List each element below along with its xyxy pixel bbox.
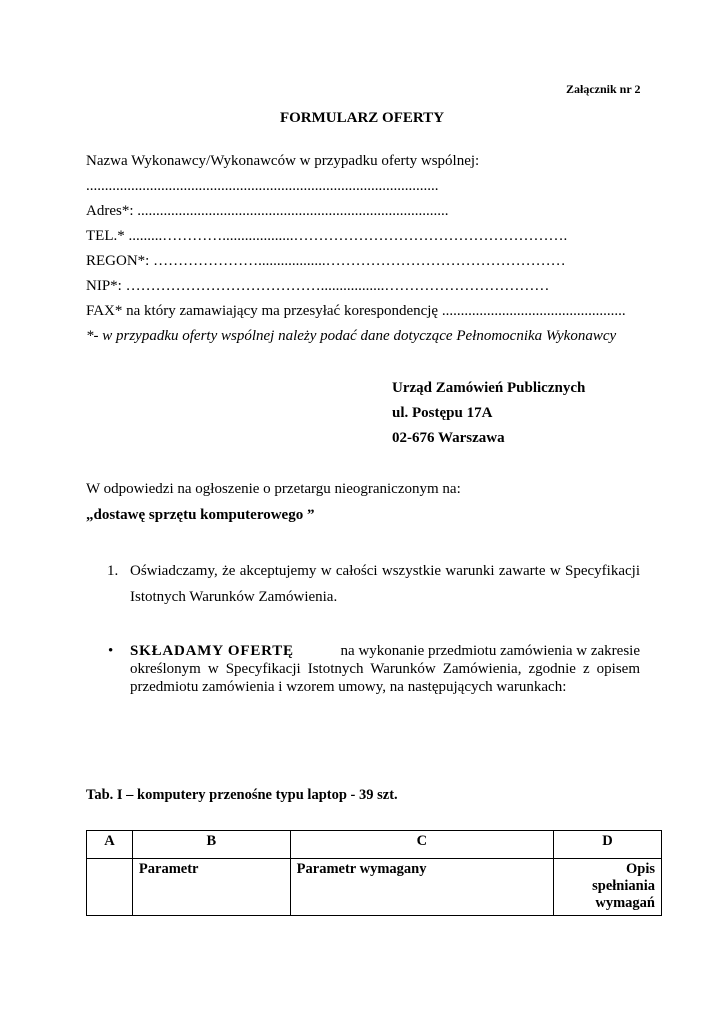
declaration-line-1: Oświadczamy, że akceptujemy w całości wszystkie warunki zawarte w Specyfikacji: [130, 563, 640, 579]
recipient-street: ul. Postępu 17A: [392, 405, 493, 421]
declaration-number: 1.: [107, 563, 119, 579]
col-header-a: [87, 859, 133, 916]
offer-bullet: •: [108, 643, 114, 659]
page-title: FORMULARZ OFERTY: [279, 110, 445, 126]
tender-intro: W odpowiedzi na ogłoszenie o przetargu nieograniczonym na:: [86, 481, 461, 497]
table-header-row: [87, 859, 662, 916]
col-letter-b: B: [132, 831, 290, 859]
spec-table: [86, 830, 662, 916]
offer-lead: SKŁADAMY OFERTĘ: [130, 643, 294, 659]
tender-subject: „dostawę sprzętu komputerowego ”: [86, 507, 315, 523]
tel-field: TEL.* .........…………...................……………………………………………….: [86, 228, 568, 244]
declaration-line-2: Istotnych Warunków Zamówienia.: [130, 589, 338, 605]
col-letter-d: D: [554, 831, 662, 859]
attachment-label: Załącznik nr 2: [566, 82, 641, 96]
offer-line-3: przedmiotu zamówienia i wzorem umowy, na następujących warunkach:: [130, 679, 567, 695]
nip-field: NIP*: ………………………………….................……………………………: [86, 278, 550, 294]
recipient-name: Urząd Zamówień Publicznych: [392, 380, 586, 396]
regon-field: REGON*: …………………..................…………………………………………: [86, 253, 566, 269]
footnote: *- w przypadku oferty wspólnej należy podać dane dotyczące Pełnomocnika Wykonawcy: [86, 328, 617, 344]
table-letter-row: [87, 831, 662, 859]
offer-line-2: określonym w Specyfikacji Istotnych Warunków Zamówienia, zgodnie z opisem: [130, 661, 640, 677]
offer-line-1-rest: na wykonanie przedmiotu zamówienia w zakresie: [336, 643, 640, 659]
col-header-opis: Opis spełniania wymagań: [554, 859, 662, 916]
offer-line-1: [130, 643, 640, 660]
recipient-city: 02-676 Warszawa: [392, 430, 505, 446]
contractor-name-label: Nazwa Wykonawcy/Wykonawców w przypadku oferty wspólnej:: [86, 153, 480, 169]
address-field: Adres*: ...................................................................................: [86, 203, 449, 219]
col-letter-a: A: [87, 831, 133, 859]
col-letter-c: C: [290, 831, 553, 859]
col-header-parametr: Parametr: [132, 859, 290, 916]
table-title: Tab. I – komputery przenośne typu laptop - 39 szt.: [86, 787, 398, 803]
fax-field: FAX* na który zamawiający ma przesyłać korespondencję .................................................: [86, 303, 626, 319]
contractor-name-field: ..............................................................................................: [86, 178, 439, 194]
col-header-parametr-wymagany: Parametr wymagany: [290, 859, 553, 916]
